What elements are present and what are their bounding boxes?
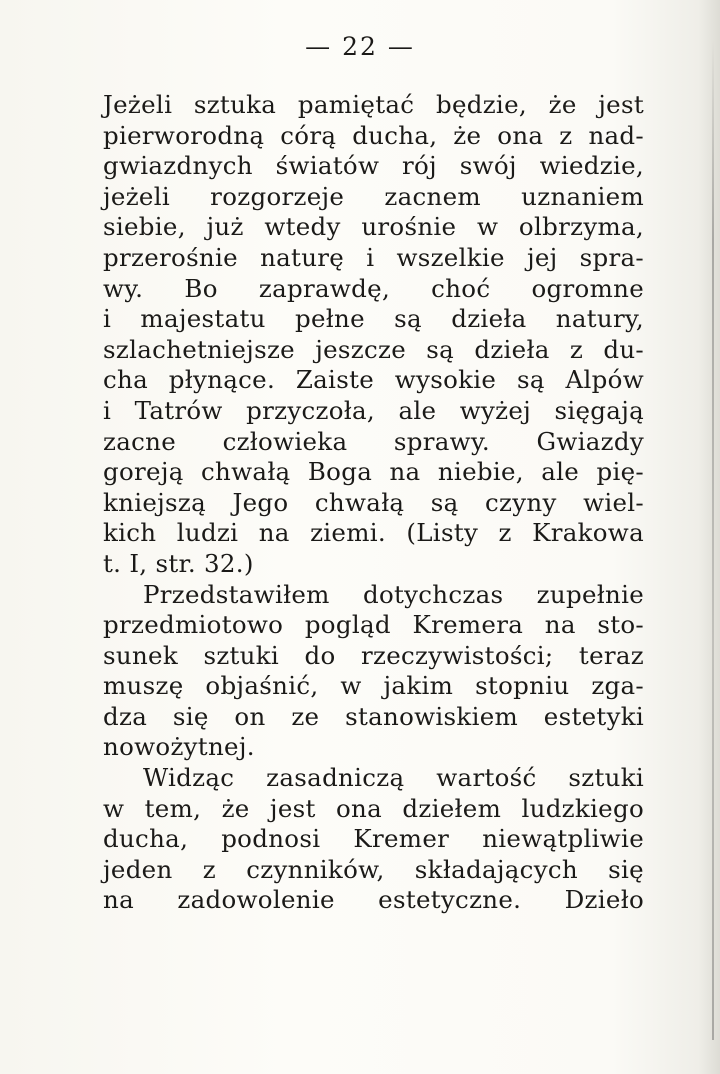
text-line: sunek sztuki do rzeczywistości; teraz: [103, 640, 644, 670]
text-line: gwiazdnych światów rój swój wiedzie,: [103, 151, 644, 181]
text-line: ducha, podnosi Kremer niewątpliwie: [103, 824, 644, 854]
text-line: szlachetniejsze jeszcze są dzieła z du-: [103, 334, 644, 364]
paragraph-start-line: Widząc zasadniczą wartość sztuki: [143, 763, 644, 793]
text-line: dza się on ze stanowiskiem estetyki: [103, 701, 644, 731]
text-line: i Tatrów przyczoła, ale wyżej sięgają: [103, 395, 644, 425]
text-line: kich ludzi na ziemi. (Listy z Krakowa: [103, 518, 644, 548]
text-line: i majestatu pełne są dzieła natury,: [103, 304, 644, 334]
page-edge-shadow: [712, 40, 714, 1040]
text-line: przerośnie naturę i wszelkie jej spra-: [103, 242, 644, 272]
paragraph-start-line: Przedstawiłem dotychczas zupełnie: [143, 579, 644, 609]
text-line: goreją chwałą Boga na niebie, ale pię-: [103, 457, 644, 487]
text-line: siebie, już wtedy urośnie w olbrzyma,: [103, 212, 644, 242]
text-line: Jeżeli sztuka pamiętać będzie, że jest: [103, 90, 644, 119]
text-line: pierworodną córą ducha, że ona z nad-: [103, 120, 644, 150]
text-line: w tem, że jest ona dziełem ludzkiego: [103, 793, 644, 823]
text-line: wy. Bo zaprawdę, choć ogromne: [103, 273, 644, 303]
body-text: [103, 90, 644, 916]
text-line: muszę objaśnić, w jakim stopniu zga-: [103, 671, 644, 701]
text-line: zacne człowieka sprawy. Gwiazdy: [103, 426, 644, 456]
text-line: jeden z czynników, składających się: [103, 854, 644, 884]
text-line: przedmiotowo pogląd Kremera na sto-: [103, 610, 644, 640]
text-line: na zadowolenie estetyczne. Dzieło: [103, 885, 644, 915]
text-line: t. I, str. 32.): [103, 548, 254, 578]
text-line: jeżeli rozgorzeje zacnem uznaniem: [103, 181, 644, 211]
text-line: cha płynące. Zaiste wysokie są Alpów: [103, 365, 644, 395]
text-line: nowożytnej.: [103, 732, 255, 762]
text-line: kniejszą Jego chwałą są czyny wiel-: [103, 487, 644, 517]
page-number: — 22 —: [305, 32, 415, 61]
